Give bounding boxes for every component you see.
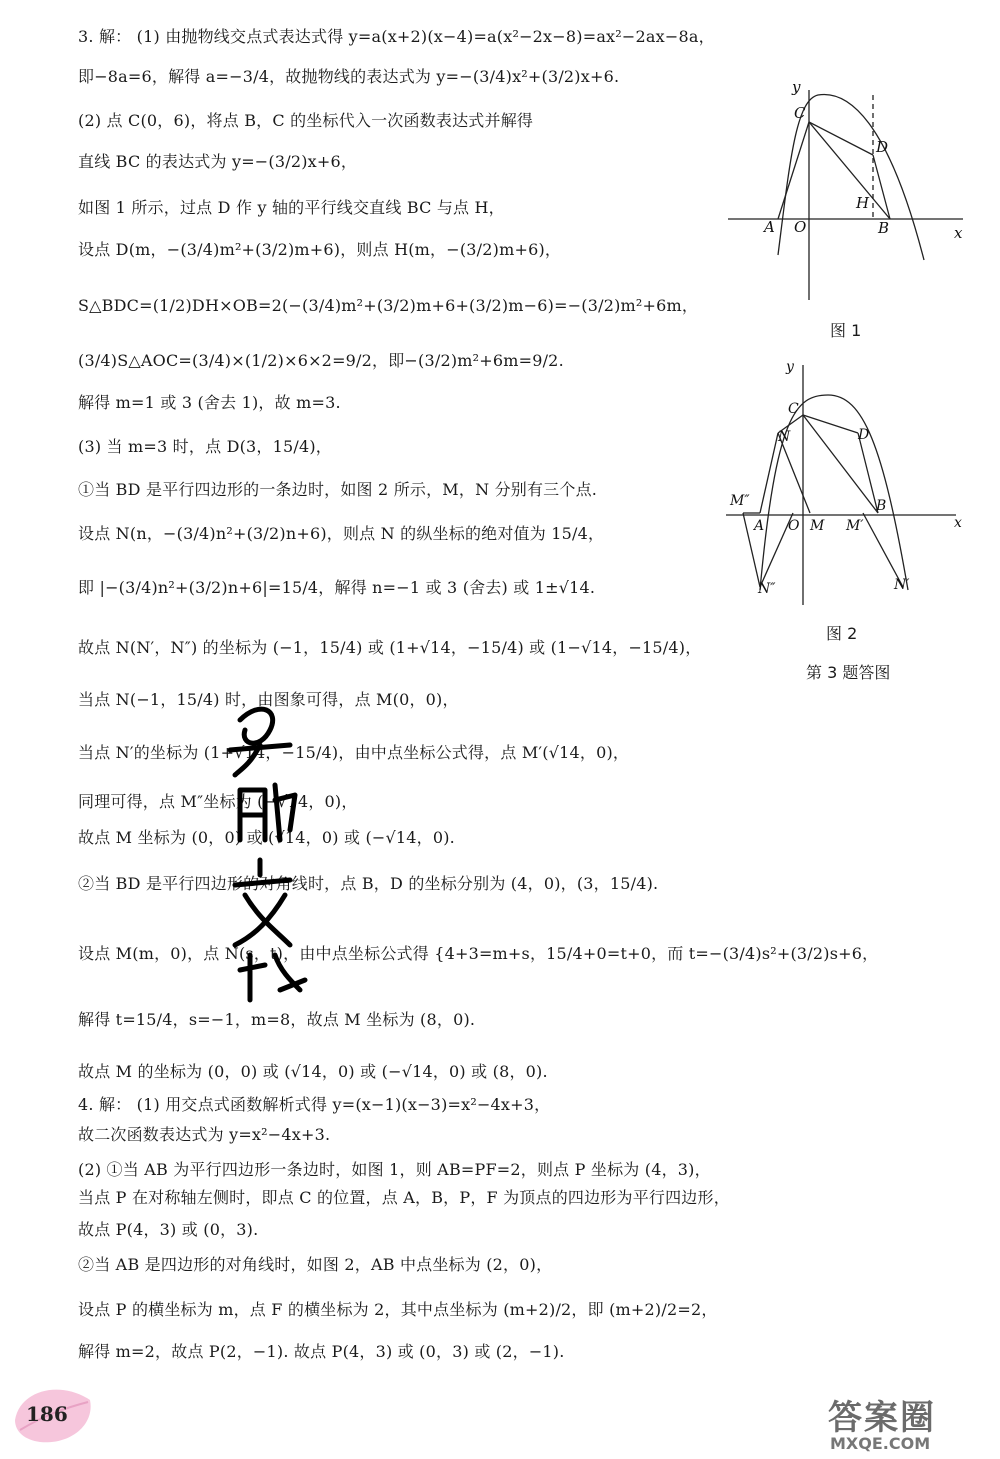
figure2-label-x: x xyxy=(954,515,962,531)
figure2-label-Npp: N″ xyxy=(758,581,776,597)
text-line: ②当 BD 是平行四边形的对角线时，点 B，D 的坐标分别为 (4，0)，(3，15/4). xyxy=(78,874,659,893)
figure1-label-C: C xyxy=(794,104,806,122)
text-line: (2) ①当 AB 为平行四边形一条边时，如图 1，则 AB=PF=2，则点 P 坐标为 (4，3)， xyxy=(78,1160,711,1179)
text-line: 解得 m=2，故点 P(2，−1). 故点 P(4，3) 或 (0，3) 或 (2，−1). xyxy=(78,1342,565,1361)
text-line: 设点 P 的横坐标为 m，点 F 的横坐标为 2，其中点坐标为 (m+2)/2，即 (m+2)/2=2， xyxy=(78,1300,718,1319)
figure1-label-B: B xyxy=(878,219,890,237)
figure2-label-D: D xyxy=(858,427,870,443)
text-line: S△BDC=(1/2)DH×OB=2(−(3/4)m²+(3/2)m+6+(3/2)m−6)=−(3/2)m²+6m， xyxy=(78,296,699,315)
text-line: 3. 解： (1) 由抛物线交点式表达式得 y=a(x+2)(x−4)=a(x²−2x−8)=ax²−2ax−8a， xyxy=(78,27,715,46)
figure2-label-C: C xyxy=(788,401,799,417)
text-line: (3) 当 m=3 时，点 D(3，15/4)， xyxy=(78,437,332,456)
figure2-label-A: A xyxy=(754,518,765,534)
figure2-label-Mp: M′ xyxy=(846,518,864,534)
site-watermark xyxy=(826,1388,996,1458)
text-line: 当点 N′的坐标为 (1+√14，−15/4)，由中点坐标公式得，点 M′(√14，0)， xyxy=(78,743,630,762)
figure2-label-O: O xyxy=(788,518,800,534)
text-line: 当点 P 在对称轴左侧时，即点 C 的位置，点 A，B，P，F 为顶点的四边形为平行四边形， xyxy=(78,1188,730,1207)
text-line: 解得 t=15/4，s=−1，m=8，故点 M 坐标为 (8，0). xyxy=(78,1010,476,1029)
text-line: 当点 N(−1，15/4) 时，由图象可得，点 M(0，0)， xyxy=(78,690,459,709)
figure1-label-H: H xyxy=(856,194,870,212)
figure-2 xyxy=(718,355,980,610)
figure2-label-Mpp: M″ xyxy=(730,493,750,509)
figure1-label-O: O xyxy=(794,218,807,236)
figure1-label-x: x xyxy=(954,224,963,242)
text-line: ①当 BD 是平行四边形的一条边时，如图 2 所示，M，N 分别有三个点. xyxy=(78,480,598,499)
text-line: ②当 AB 是四边形的对角线时，如图 2，AB 中点坐标为 (2，0)， xyxy=(78,1255,553,1274)
page-number: 186 xyxy=(26,1402,68,1426)
text-line: (2) 点 C(0，6)，将点 B，C 的坐标代入一次函数表达式并解得 xyxy=(78,111,534,130)
text-line: 即 |−(3/4)n²+(3/2)n+6|=15/4，解得 n=−1 或 3 (舍去) 或 1±√14. xyxy=(78,578,596,597)
text-line: 设点 D(m，−(3/4)m²+(3/2)m+6)，则点 H(m，−(3/2)m+6)， xyxy=(78,240,562,259)
text-line: 设点 M(m，0)，点 N(s，t)，由中点坐标公式得 {4+3=m+s，15/4+0=t+0，而 t=−(3/4)s²+(3/2)s+6， xyxy=(78,944,879,963)
text-line: 同理可得，点 M″坐标为 (−√14，0)， xyxy=(78,792,358,811)
text-line: 故点 P(4，3) 或 (0，3). xyxy=(78,1220,259,1239)
figure2-label-N: N xyxy=(778,429,791,445)
text-line: 解得 m=1 或 3 (舍去 1)，故 m=3. xyxy=(78,393,341,412)
figure2-label-Np: N′ xyxy=(894,577,910,593)
figure1-label-A: A xyxy=(764,218,775,236)
figure1-label-y: y xyxy=(792,80,801,96)
text-line: (3/4)S△AOC=(3/4)×(1/2)×6×2=9/2，即−(3/2)m²+6m=9/2. xyxy=(78,351,564,370)
figure1-caption: 图 1 xyxy=(830,321,862,340)
figure2-label-B: B xyxy=(876,498,887,514)
text-line: 故二次函数表达式为 y=x²−4x+3. xyxy=(78,1125,331,1144)
figure2-label-M: M xyxy=(810,518,825,534)
watermark-url: MXQE.COM xyxy=(830,1434,931,1453)
text-line: 4. 解： (1) 用交点式函数解析式得 y=(x−1)(x−3)=x²−4x+3， xyxy=(78,1095,551,1114)
text-line: 故点 N(N′，N″) 的坐标为 (−1，15/4) 或 (1+√14，−15/4) 或 (1−√14，−15/4)， xyxy=(78,638,702,657)
text-line: 设点 N(n，−(3/4)n²+(3/2)n+6)，则点 N 的纵坐标的绝对值为 15/4， xyxy=(78,524,605,543)
figure2-label-y: y xyxy=(786,359,794,375)
text-line: 直线 BC 的表达式为 y=−(3/2)x+6， xyxy=(78,152,358,171)
handwriting-scribble xyxy=(220,690,340,1010)
text-line: 故点 M 的坐标为 (0，0) 或 (√14，0) 或 (−√14，0) 或 (8，0). xyxy=(78,1062,548,1081)
watermark-logo-text: 答案圈 xyxy=(828,1398,936,1438)
figure-group-caption: 第 3 题答图 xyxy=(806,663,891,682)
text-line: 如图 1 所示，过点 D 作 y 轴的平行线交直线 BC 与点 H， xyxy=(78,198,505,217)
text-line: 故点 M 坐标为 (0，0) 或 (√14，0) 或 (−√14，0). xyxy=(78,828,455,847)
text-line: 即−8a=6，解得 a=−3/4，故抛物线的表达式为 y=−(3/4)x²+(3/2)x+6. xyxy=(78,67,620,86)
figure-1 xyxy=(718,80,980,310)
figure1-label-D: D xyxy=(876,138,889,156)
figure2-caption: 图 2 xyxy=(826,624,858,643)
